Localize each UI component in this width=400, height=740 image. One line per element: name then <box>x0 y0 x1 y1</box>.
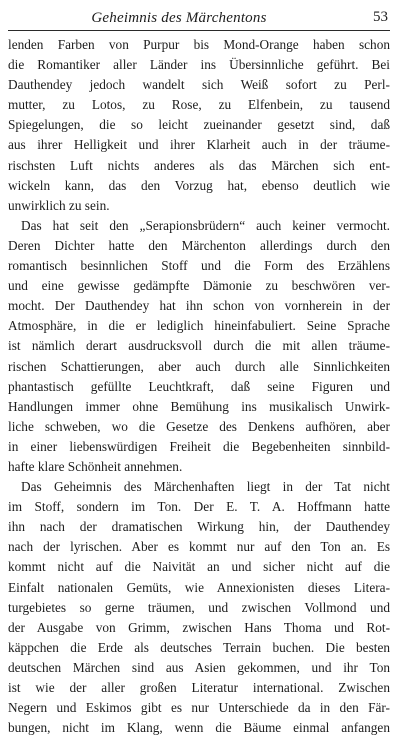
text-line: turgebietes so gerne träumen, und zwischen Vollmond und <box>8 599 390 615</box>
text-line: ihn nach der dramatischen Wirkung hin, der Dauthendey <box>8 519 390 535</box>
text-line: Handlungen immer ohne Bemühung ins musikalisch Unwirk- <box>8 398 390 414</box>
body-text <box>8 35 390 738</box>
paragraph-1 <box>8 35 390 216</box>
text-line: ist wie der aller großen Literatur international. Zwischen <box>8 680 390 695</box>
running-head <box>8 4 390 31</box>
text-line: käppchen die Erde als deutsches Terrain buchen. Die besten <box>8 639 390 655</box>
text-line: ist nämlich derart ausdrucksvoll durch die mit allen träume- <box>8 338 390 354</box>
text-line: und eine gewisse gedämpfte Dämonie zu beschwören ver- <box>8 278 390 294</box>
page-number: 53 <box>373 9 388 25</box>
text-line: Das hat seit den „Serapionsbrüdern“ auch keiner vermocht. <box>21 217 390 233</box>
text-line: wickeln kann, das den Vorzug hat, ebenso deutlich wie <box>8 177 390 193</box>
text-line: bungen, nicht im Klang, wenn die Bäume einmal anfangen <box>8 720 390 736</box>
running-title: Geheimnis des Märchentons <box>91 10 267 26</box>
text-line: der Ausgabe von Grimm, zwischen Hans Thoma und Rot- <box>8 619 390 635</box>
text-line: nach der lyrischen. Aber es kommt nur auf den Ton an. Es <box>8 539 390 555</box>
paragraph-2 <box>8 216 390 477</box>
text-line: im Stoff, sondern im Ton. Der E. T. A. Hoffmann hatte <box>8 499 390 515</box>
text-line: romantisch besinnlichen Stoff und die Form des Erzählens <box>8 258 390 274</box>
text-line: liche schweben, wo die Gesetze des Denkens aufhören, aber <box>8 418 390 434</box>
text-line: Dauthendey jedoch wandelt sich Weiß sofort zu Perl- <box>8 77 390 93</box>
text-line: die Romantiker aller Länder ins Übersinnliche geführt. Bei <box>8 57 390 73</box>
text-line: deutschen Märchen sind aus Asien gekommen, und ihr Ton <box>8 659 390 675</box>
text-line: hafte klare Schönheit annehmen. <box>8 458 183 474</box>
text-line: Spiegelungen, die so leicht zueinander gesetzt sind, daß <box>8 117 390 133</box>
text-line: mutter, zu Lotos, zu Rose, zu Elfenbein, zu tausend <box>8 97 390 113</box>
text-line: phantastisch gefüllte Leuchtkraft, daß seine Figuren und <box>8 378 390 394</box>
text-line: Das Geheimnis des Märchenhaften liegt in der Tat nicht <box>21 479 390 495</box>
text-line: aus ihrer Helligkeit und ihrer Klarheit auch in der träume- <box>8 137 390 153</box>
text-line: Einfalt nationalen Gemüts, wie Annexionisten dieses Litera- <box>8 579 390 595</box>
text-line: mocht. Der Dauthendey hat ihn schon von vornherein in der <box>8 298 390 314</box>
text-line: lenden Farben von Purpur bis Mond-Orange haben schon <box>8 37 390 52</box>
text-line: Atmosphäre, in die er lediglich hineinfabuliert. Seine Sprache <box>8 318 390 334</box>
text-line: kommt nicht auf die Naivität an und sicher nicht auf die <box>8 559 390 575</box>
paragraph-3 <box>8 477 390 738</box>
text-line: rischen Schattierungen, aber auch durch alle Sinnlichkeiten <box>8 358 390 374</box>
text-line: Deren Dichter hatte den Märchenton allerdings durch den <box>8 237 390 253</box>
text-line: rischsten Luft nichts anderes als das Märchen sich ent- <box>8 157 390 173</box>
text-line: in einer liebenswürdigen Freiheit die Begebenheiten sinnbild- <box>8 438 390 454</box>
text-line: unwirklich zu sein. <box>8 197 110 213</box>
text-line: Negern und Eskimos gibt es nur Unterschiede da in den Fär- <box>8 700 390 716</box>
